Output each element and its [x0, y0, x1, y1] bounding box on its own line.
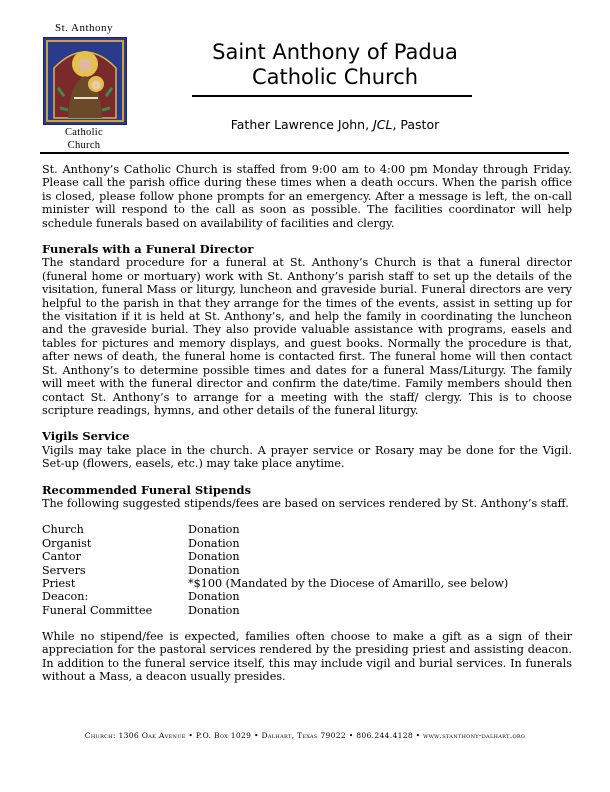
stipend-item: Priest	[42, 576, 76, 590]
title-divider	[192, 95, 472, 97]
logo-bottom-line2: Church	[67, 140, 101, 151]
church-logo	[36, 22, 132, 150]
stipend-value: Donation	[188, 523, 240, 537]
funeral-director-heading: Funerals with a Funeral Director	[42, 242, 254, 257]
stipend-row	[42, 590, 572, 603]
stipend-value: *$100 (Mandated by the Diocese of Amarillo, see below)	[188, 576, 509, 590]
stipend-row	[42, 537, 572, 550]
stipend-row	[42, 550, 572, 563]
vigils-heading: Vigils Service	[42, 429, 130, 444]
stipend-item: Cantor	[42, 550, 82, 564]
stipend-row	[42, 604, 572, 617]
stipend-value: Donation	[188, 563, 240, 577]
stipend-item: Deacon:	[42, 590, 89, 604]
logo-top-text: St. Anthony	[54, 22, 114, 34]
stipend-row	[42, 523, 572, 536]
stipends-heading: Recommended Funeral Stipends	[42, 482, 252, 497]
stipend-value: Donation	[188, 603, 240, 617]
footer-contact: Church: 1306 Oak Avenue • P.O. Box 1029 • Dalhart, Texas 79022 • 806.244.4128 • www.stanthony-dalhart.org	[84, 731, 526, 740]
stipends-table	[42, 523, 572, 617]
page-title	[180, 40, 490, 90]
stipend-item: Servers	[42, 563, 86, 577]
pastor-credential: JCL	[373, 117, 393, 132]
pastor-role: , Pastor	[392, 117, 440, 132]
title-line-2: Catholic Church	[251, 65, 419, 89]
logo-bottom-text	[36, 126, 132, 152]
stipend-value: Donation	[188, 550, 240, 564]
title-line-1: Saint Anthony of Padua	[212, 40, 458, 64]
stipends-intro: The following suggested stipends/fees are based on services rendered by St. Anthony’s staff.	[42, 496, 569, 510]
intro-paragraph: St. Anthony’s Catholic Church is staffed from 9:00 am to 4:00 pm Monday through Friday. Please call the parish office during these times when a death occurs. When the parish office is closed, please follow phone prompts for an emergency. After a message is left, the on-call minister will respond to the call as soon as possible. The facilities coordinator will help schedule funerals based on availability of facilities and clergy.	[42, 163, 572, 230]
stipend-value: Donation	[188, 590, 240, 604]
closing-paragraph: While no stipend/fee is expected, families often choose to make a gift as a sign of their appreciation for the pastoral services rendered by the presiding priest and assisting deacon. In addition to the funeral service itself, this may include vigil and burial services. In funerals without a Mass, a deacon usually presides.	[42, 630, 572, 684]
stipend-row	[42, 577, 572, 590]
saint-anthony-icon	[43, 37, 127, 125]
stipend-row	[42, 564, 572, 577]
pastor-name: Father Lawrence John,	[230, 117, 374, 132]
document-body	[42, 163, 572, 684]
stipend-value: Donation	[188, 536, 240, 550]
header-divider	[40, 152, 569, 154]
funeral-director-paragraph: The standard procedure for a funeral at St. Anthony’s Church is that a funeral director (funeral home or mortuary) work with St. Anthony’s parish staff to set up the details of the visitation, funeral Mass or liturgy, luncheon and graveside burial. Funeral directors are very helpful to the parish in that they arrange for the times of the events, assist in setting up for the visitation if it is held at St. Anthony’s, and help the family in coordinating the luncheon and the graveside burial. They also provide valuable assistance with programs, easels and tables for pictures and memory displays, and guest books. Normally the procedure is that, after news of death, the funeral home is contacted first. The funeral home will then contact St. Anthony’s to determine possible times and dates for a funeral Mass/Liturgy. The family will meet with the funeral director and confirm the date/time. Family members should then contact St. Anthony’s to arrange for a meeting with the staff/ clergy. This is to choose scripture readings, hymns, and other details of the funeral liturgy.	[42, 256, 572, 417]
pastor-line	[180, 117, 490, 132]
stipend-item: Funeral Committee	[42, 603, 153, 617]
logo-bottom-line1: Catholic	[65, 127, 103, 138]
vigils-paragraph: Vigils may take place in the church. A prayer service or Rosary may be done for the Vigil. Set-up (flowers, easels, etc.) may take place anytime.	[42, 443, 572, 471]
stipend-item: Organist	[42, 536, 92, 550]
stipend-item: Church	[42, 523, 84, 537]
